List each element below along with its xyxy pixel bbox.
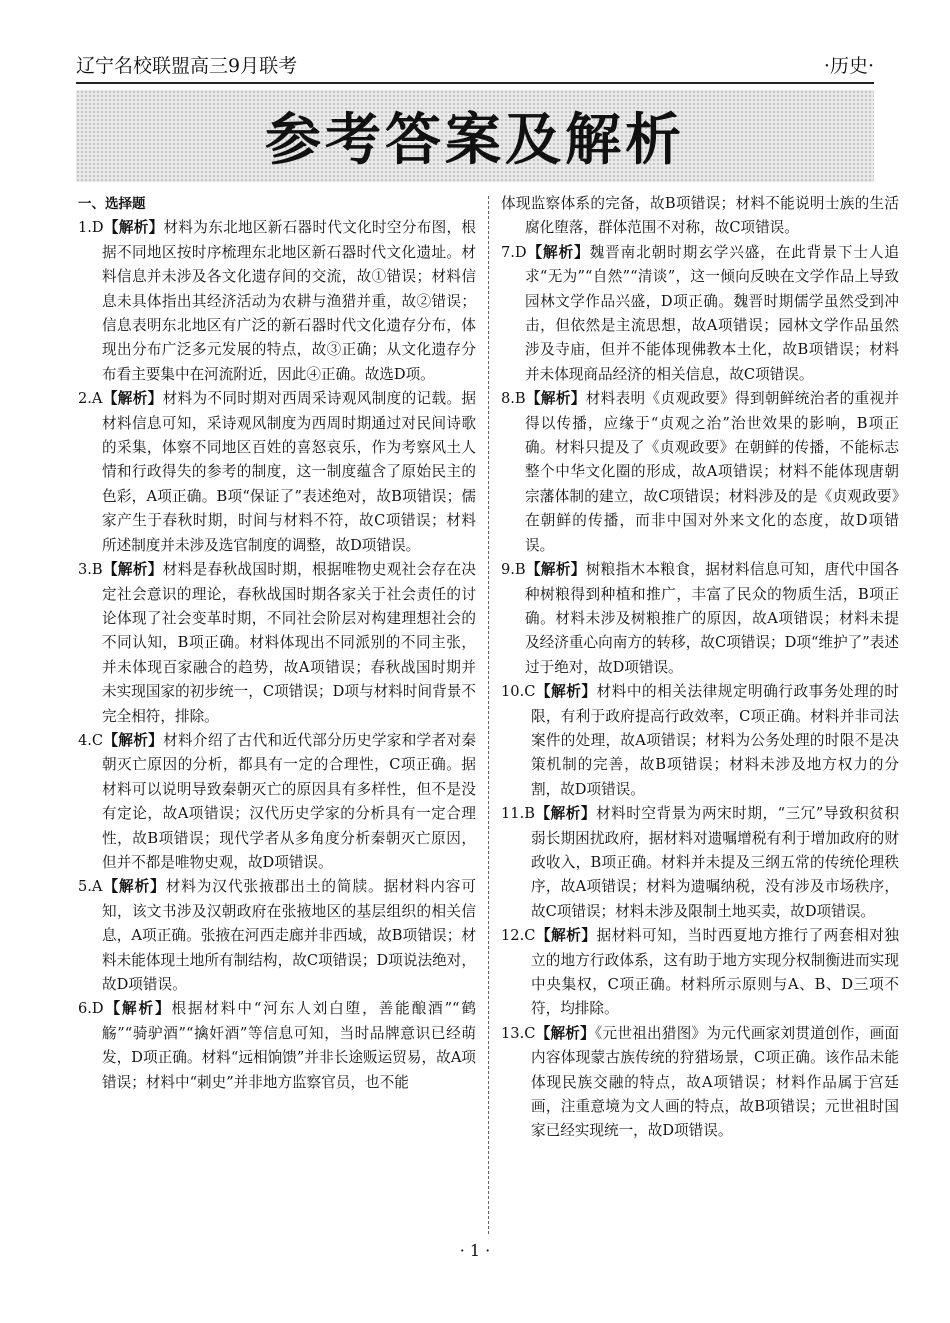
- item-text: 《元世祖出猎图》为元代画家刘贯道创作，画面内容体现蒙古族传统的狩猎场景，C项正确。该作品未能体现民族交融的特点，故A项错误；材料作品属于宫廷画，注重意境为文人画的特点，故B项错误；元世祖时国家已经实现统一，故D项错误。: [531, 1024, 899, 1140]
- analysis-tag: 【解析】: [534, 805, 597, 823]
- answer-item-1: [78, 216, 476, 387]
- item-number: 9.B: [501, 561, 526, 579]
- item-text: 材料为不同时期对西周采诗观风制度的记载。据材料信息可知，采诗观风制度为西周时期通过对民间诗歌的采集，体察不同地区百姓的喜怒哀乐，作为考察风土人情和行政得失的参考的制度，这一制度蕴含了原始民主的色彩，A项正确。B项“保证了”表述绝对，故B项错误；儒家产生于春秋时期，时间与材料不符，故C项错误；材料所述制度并未涉及选官制度的调整，故D项错误。: [102, 390, 476, 554]
- item-text: 树粮指木本粮食，据材料信息可知，唐代中国各种树粮得到种植和推广，丰富了民众的物质生活，B项正确。材料未涉及树粮推广的原因，故A项错误；材料未提及经济重心向南方的转移，故C项错误；D项“维护了”表述过于绝对，故D项错误。: [525, 561, 899, 676]
- analysis-tag: 【解析】: [103, 219, 164, 237]
- column-divider: [488, 196, 489, 1234]
- analysis-tag: 【解析】: [102, 390, 163, 408]
- section-title: 一、选择题: [78, 196, 146, 212]
- item-number: 1.D: [78, 219, 104, 237]
- analysis-tag: 【解析】: [526, 243, 590, 261]
- item-text: 材料介绍了古代和近代部分历史学家和学者对秦朝灭亡原因的分析，都具有一定的合理性，C项正确。据材料可以说明导致秦朝灭亡的原因具有多样性，但不是没有定论，故A项错误；汉代历史学家的分析具有一定合理性，故B项错误；现代学者从多角度分析秦朝灭亡原因，但并不都是唯物史观，故D项错误。: [102, 731, 476, 871]
- analysis-tag: 【解析】: [525, 390, 586, 408]
- page-title: 参考答案及解析: [265, 108, 685, 173]
- item-number: 12.C: [501, 927, 536, 945]
- answer-item-6-continued: [501, 192, 899, 241]
- item-text: 材料中的相关法律规定明确行政事务处理的时限，有利于政府提高行政效率，C项正确。材料并非司法案件的处理，故A项错误；材料为公务处理的时限不是决策机制的完善，故B项错误；材料未涉及地方权力的分割，故D项错误。: [531, 683, 899, 798]
- answer-item-12: [501, 924, 899, 1022]
- answer-item-8: [501, 387, 899, 558]
- page-header: [76, 50, 874, 84]
- analysis-tag: 【解析】: [525, 561, 586, 579]
- item-text: 材料时空背景为两宋时期，“三冗”导致积贫积弱长期困扰政府，据材料对遗嘱增税有利于增加政府的财政收入，B项正确。材料并未提及三纲五常的传统伦理秩序，故A项错误；材料为遗嘱纳税，没有涉及市场秩序，故C项错误；材料未涉及限制土地买卖，故D项错误。: [531, 805, 899, 920]
- item-number: 6.D: [78, 1000, 104, 1018]
- right-column: [501, 192, 899, 1144]
- item-text: 材料为东北地区新石器时代文化时空分布图，根据不同地区按时序梳理东北地区新石器时代文化遗址。材料信息并未涉及各文化遗存间的交流，故①错误；材料信息未具体指出其经济活动为农耕与渔猎并重，故②错误；信息表明东北地区有广泛的新石器时代文化遗存分布，体现出分布广泛多元发展的特点，故③正确；从文化遗存分布看主要集中在河流附近，因此④正确。故选D项。: [102, 219, 476, 383]
- item-number: 8.B: [501, 390, 526, 408]
- subject-label: ·历史·: [823, 55, 874, 77]
- item-number: 5.A: [78, 878, 103, 896]
- analysis-tag: 【解析】: [103, 731, 164, 749]
- answer-item-9: [501, 558, 899, 680]
- answer-item-4: [78, 729, 476, 875]
- item-text: 材料表明《贞观政要》得到朝鲜统治者的重视并得以传播，应缘于“贞观之治”治世效果的影响，B项正确。材料只提及了《贞观政要》在朝鲜的传播，不能标志整个中华文化圈的形成，故A项错误；材料不能体现唐朝宗藩体制的建立，故C项错误；材料涉及的是《贞观政要》在朝鲜的传播，而非中国对外来文化的态度，故D项错误。: [525, 390, 899, 554]
- left-column: [78, 192, 476, 1095]
- answer-item-11: [501, 802, 899, 924]
- analysis-tag: 【解析】: [535, 1024, 595, 1042]
- item-text: 材料为汉代张掖郡出土的简牍。据材料内容可知，该文书涉及汉朝政府在张掖地区的基层组织的相关信息，A项正确。张掖在河西走廊并非西域，故B项错误；材料未能体现土地所有制结构，故C项错误；D项说法绝对，故D项错误。: [102, 878, 476, 993]
- item-number: 4.C: [78, 731, 104, 749]
- item-number: 3.B: [78, 561, 103, 579]
- answer-item-5: [78, 875, 476, 997]
- answer-item-7: [501, 241, 899, 387]
- item-number: 13.C: [501, 1024, 536, 1042]
- item-text: 根据材料中“河东人刘白堕，善能酿酒”“鹤觞”“骑驴酒”“擒奸酒”等信息可知，当时品牌意识已经萌发，D项正确。材料“远相饷馈”并非长途贩运贸易，故A项错误；材料中“刺史”并非地方监察官员，也不能: [102, 1000, 476, 1091]
- item-text: 体现监察体系的完备，故B项错误；材料不能说明士族的生活腐化堕落，群体范围不对称，故C项错误。: [501, 195, 899, 237]
- title-banner: [76, 90, 874, 182]
- item-text: 魏晋南北朝时期玄学兴盛，在此背景下士人追求“无为”“自然”“清谈”，这一倾向反映在文学作品上导致园林文学作品兴盛，D项正确。魏晋时期儒学虽然受到冲击，但依然是主流思想，故A项错误；园林文学作品虽然涉及寺庙，但并不能体现佛教本土化，故B项错误；材料并未体现商品经济的相关信息，故C项错误。: [525, 243, 899, 383]
- item-text: 材料是春秋战国时期，根据唯物史观社会存在决定社会意识的理论，春秋战国时期各家关于社会责任的讨论体现了社会变革时期，不同社会阶层对构建理想社会的不同认知，B项正确。材料体现出不同派别的不同主张，并未体现百家融合的趋势，故A项错误；春秋战国时期并未实现国家的初步统一，C项错误；D项与材料时间背景不完全相符，排除。: [102, 561, 476, 725]
- answer-item-2: [78, 387, 476, 558]
- item-text: 据材料可知，当时西夏地方推行了两套相对独立的地方行政体系，这有助于地方实现分权制衡进而实现中央集权，C项正确。材料所示原则与A、B、D三项不符，均排除。: [531, 927, 899, 1018]
- analysis-tag: 【解析】: [535, 683, 597, 701]
- analysis-tag: 【解析】: [102, 878, 166, 896]
- answer-item-6: [78, 997, 476, 1095]
- item-number: 2.A: [78, 390, 103, 408]
- answer-item-10: [501, 680, 899, 802]
- answer-item-3: [78, 558, 476, 729]
- item-number: 11.B: [501, 805, 535, 823]
- answer-item-13: [501, 1022, 899, 1144]
- page-number: · 1 ·: [459, 1241, 491, 1260]
- analysis-tag: 【解析】: [103, 1000, 172, 1018]
- item-number: 7.D: [501, 243, 527, 261]
- exam-title: 辽宁名校联盟高三9月联考: [76, 55, 298, 77]
- analysis-tag: 【解析】: [535, 927, 597, 945]
- analysis-tag: 【解析】: [102, 561, 163, 579]
- item-number: 10.C: [501, 683, 536, 701]
